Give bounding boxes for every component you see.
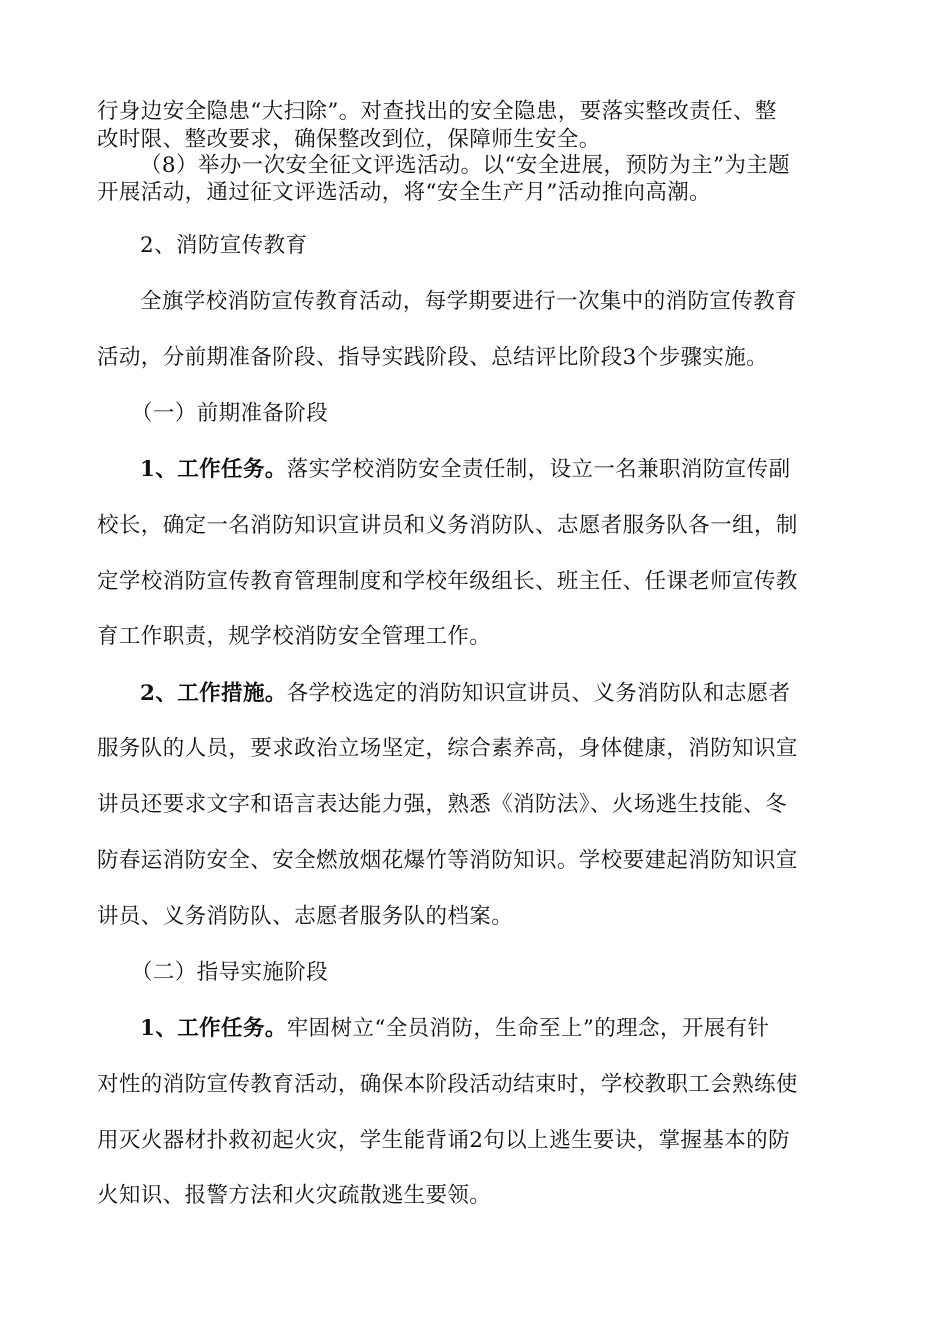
- text-line: 行身边安全隐患“大扫除”。对查找出的安全隐患，要落实整改责任、整: [97, 99, 777, 124]
- text-line: 开展活动，通过征文评选活动，将“安全生产月”活动推向高潮。: [97, 180, 712, 205]
- bold-label: 1、工作任务。: [140, 457, 287, 482]
- text-line: 服务队的人员，要求政治立场坚定，综合素养高，身体健康，消防知识宣: [97, 736, 798, 761]
- bold-label: 2、工作措施。: [140, 681, 287, 706]
- text-line: 2、工作措施。各学校选定的消防知识宣讲员、义务消防队和志愿者: [140, 681, 791, 706]
- text-line: 定学校消防宣传教育管理制度和学校年级组长、班主任、任课老师宣传教: [97, 569, 798, 594]
- text-line: 防春运消防安全、安全燃放烟花爆竹等消防知识。学校要建起消防知识宣: [97, 848, 798, 873]
- text-line: 讲员还要求文字和语言表达能力强，熟悉《消防法》、火场逃生技能、冬: [97, 792, 788, 817]
- text-line: 对性的消防宣传教育活动，确保本阶段活动结束时，学校教职工会熟练使: [97, 1072, 798, 1097]
- text-line: 全旗学校消防宣传教育活动，每学期要进行一次集中的消防宣传教育: [140, 289, 798, 314]
- text-line: 1、工作任务。落实学校消防安全责任制，设立一名兼职消防宣传副: [140, 457, 791, 482]
- text-line: 讲员、义务消防队、志愿者服务队的档案。: [97, 904, 514, 929]
- phase-heading: （一）前期准备阶段: [131, 401, 329, 426]
- text-line: 校长，确定一名消防知识宣讲员和义务消防队、志愿者服务队各一组，制: [97, 513, 798, 538]
- text-line: 火知识、报警方法和火灾疏散逃生要领。: [97, 1183, 492, 1208]
- text-line: 育工作职责，规学校消防安全管理工作。: [97, 624, 492, 649]
- text-line: 1、工作任务。牢固树立“全员消防，生命至上”的理念，开展有针: [140, 1016, 770, 1041]
- phase-heading: （二）指导实施阶段: [131, 960, 329, 985]
- text-line: 改时限、整改要求，确保整改到位，保障师生安全。: [97, 127, 601, 152]
- text-line: （8）举办一次安全征文评选活动。以“安全进展，预防为主”为主题: [140, 153, 791, 178]
- text-line: 用灭火器材扑救初起火灾，学生能背诵2句以上逃生要诀，掌握基本的防: [97, 1128, 790, 1153]
- section-heading: 2、消防宣传教育: [140, 233, 308, 258]
- bold-label: 1、工作任务。: [140, 1016, 287, 1041]
- text-line: 活动，分前期准备阶段、指导实践阶段、总结评比阶段3个步骤实施。: [97, 345, 769, 370]
